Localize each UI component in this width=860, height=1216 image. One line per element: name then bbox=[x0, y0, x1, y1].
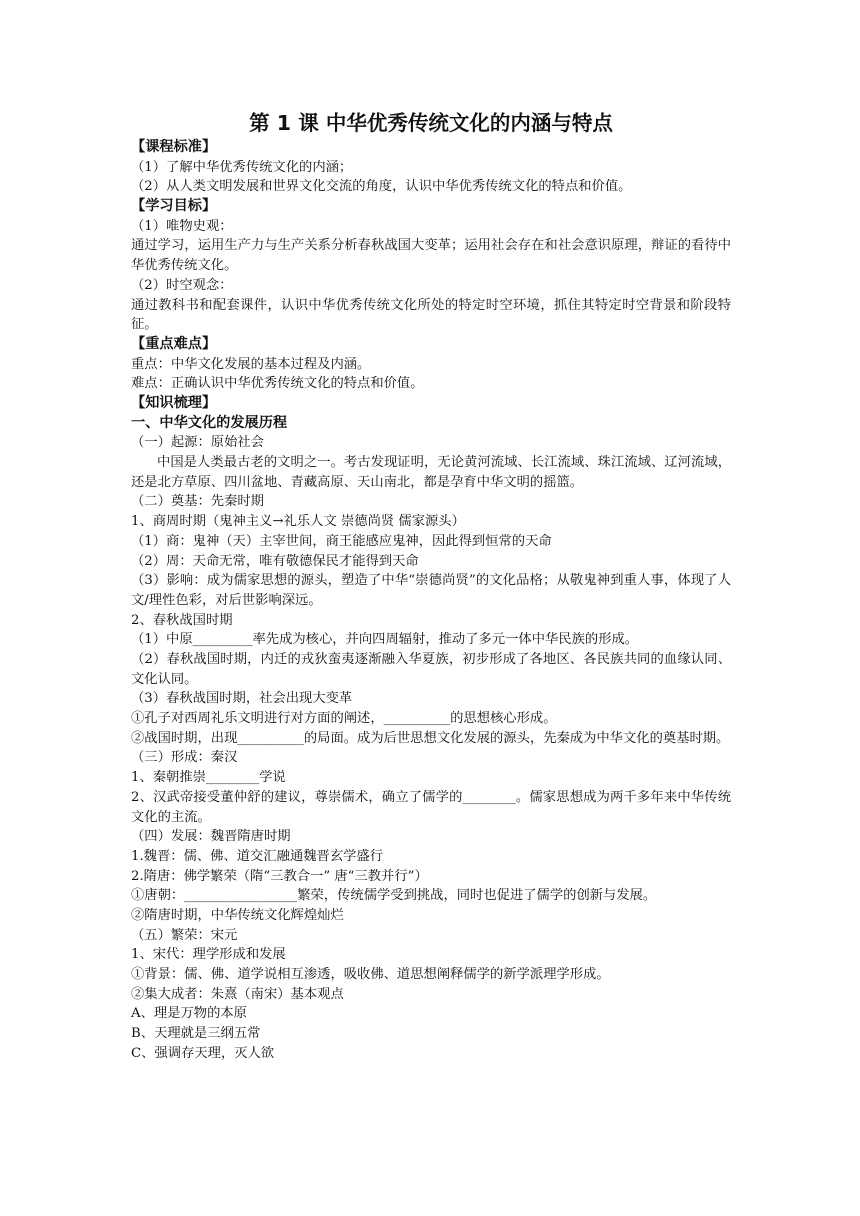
text-line: （四）发展：魏晋隋唐时期 bbox=[131, 829, 291, 845]
text-line: 通过教科书和配套课件，认识中华优秀传统文化所处的特定时空环境，抓住其特定时空背景和阶段特征。 bbox=[131, 297, 731, 333]
text-line: （1）商：鬼神（天）主宰世间，商王能感应鬼神，因此得到恒常的天命 bbox=[131, 533, 552, 549]
text-line: （三）形成：秦汉 bbox=[131, 750, 238, 766]
text-line: 1、商周时期（鬼神主义→礼乐人文 崇德尚贤 儒家源头） bbox=[131, 514, 465, 530]
text-line: 难点：正确认识中华优秀传统文化的特点和价值。 bbox=[131, 376, 424, 392]
text-line: ①孔子对西周礼乐文明进行对方面的阐述，__________的思想核心形成。 bbox=[131, 711, 557, 727]
text-line: （3）春秋战国时期，社会出现大变革 bbox=[131, 691, 353, 707]
section-heading: 【重点难点】 bbox=[131, 335, 217, 352]
text-line: （1）了解中华优秀传统文化的内涵； bbox=[131, 159, 353, 175]
document-page bbox=[131, 108, 731, 1064]
text-line: C、强调存天理，灭人欲 bbox=[131, 1045, 275, 1061]
text-line: ②战国时期，出现__________的局面。成为后世思想文化发展的源头，先秦成为中华文化的奠基时期。 bbox=[131, 730, 730, 746]
text-line: 2、春秋战国时期 bbox=[131, 612, 233, 628]
text-line: A、理是万物的本原 bbox=[131, 1006, 247, 1022]
page-title: 第 1 课 中华优秀传统文化的内涵与特点 bbox=[249, 111, 613, 135]
text-line: ①背景：儒、佛、道学说相互渗透，吸收佛、道思想阐释儒学的新学派理学形成。 bbox=[131, 967, 610, 983]
section-heading: 【课程标准】 bbox=[131, 139, 217, 155]
section-heading: 【学习目标】 bbox=[131, 198, 217, 215]
text-line: 1、秦朝推崇________学说 bbox=[131, 770, 286, 786]
text-line: B、天理就是三纲五常 bbox=[131, 1026, 261, 1042]
text-line: （2）春秋战国时期，内迁的戎狄蛮夷逐渐融入华夏族，初步形成了各地区、各民族共同的血缘认同、文化认同。 bbox=[131, 652, 731, 687]
text-line: 2.隋唐：佛学繁荣（隋“三教合一” 唐“三教并行”） bbox=[131, 868, 428, 884]
text-line: 1.魏晋：儒、佛、道交汇融通魏晋玄学盛行 bbox=[131, 848, 384, 864]
text-line: （1）唯物史观： bbox=[131, 218, 233, 234]
section-heading: 一、中华文化的发展历程 bbox=[131, 414, 288, 431]
text-line: （一）起源：原始社会 bbox=[131, 435, 264, 451]
text-line: ①唐朝：_________________繁荣，传统儒学受到挑战，同时也促进了儒学的创新与发展。 bbox=[131, 888, 657, 904]
text-line: 1、宋代：理学形成和发展 bbox=[131, 947, 286, 963]
text-line: （2）时空观念： bbox=[131, 277, 233, 293]
text-line: （2）周：天命无常，唯有敬德保民才能得到天命 bbox=[131, 553, 419, 569]
text-line: （3）影响：成为儒家思想的源头，塑造了中华“崇德尚贤”的文化品格；从敬鬼神到重人事，体现了人文/理性色彩，对后世影响深远。 bbox=[131, 573, 731, 608]
text-line: （五）繁荣：宋元 bbox=[131, 927, 238, 943]
text-line: 2、汉武帝接受董仲舒的建议，尊崇儒术，确立了儒学的________。儒家思想成为两千多年来中华传统文化的主流。 bbox=[131, 789, 731, 825]
text-line: （2）从人类文明发展和世界文化交流的角度，认识中华优秀传统文化的特点和价值。 bbox=[131, 179, 632, 195]
text-line: ②集大成者：朱熹（南宋）基本观点 bbox=[131, 986, 344, 1002]
section-heading: 【知识梳理】 bbox=[131, 395, 217, 411]
text-line: （二）奠基：先秦时期 bbox=[131, 494, 264, 510]
text-line: 重点：中华文化发展的基本过程及内涵。 bbox=[131, 356, 371, 372]
text-line: 中国是人类最古老的文明之一。考古发现证明，无论黄河流域、长江流域、珠江流域、辽河流域，还是北方草原、四川盆地、青藏高原、天山南北，都是孕育中华文明的摇篮。 bbox=[131, 455, 731, 490]
text-line: ②隋唐时期，中华传统文化辉煌灿烂 bbox=[131, 908, 344, 924]
text-line: 通过学习，运用生产力与生产关系分析春秋战国大变革；运用社会存在和社会意识原理，辩证的看待中华优秀传统文化。 bbox=[131, 238, 731, 274]
document-body bbox=[131, 138, 731, 1064]
text-line: （1）中原_________率先成为核心，并向四周辐射，推动了多元一体中华民族的形成。 bbox=[131, 632, 639, 648]
